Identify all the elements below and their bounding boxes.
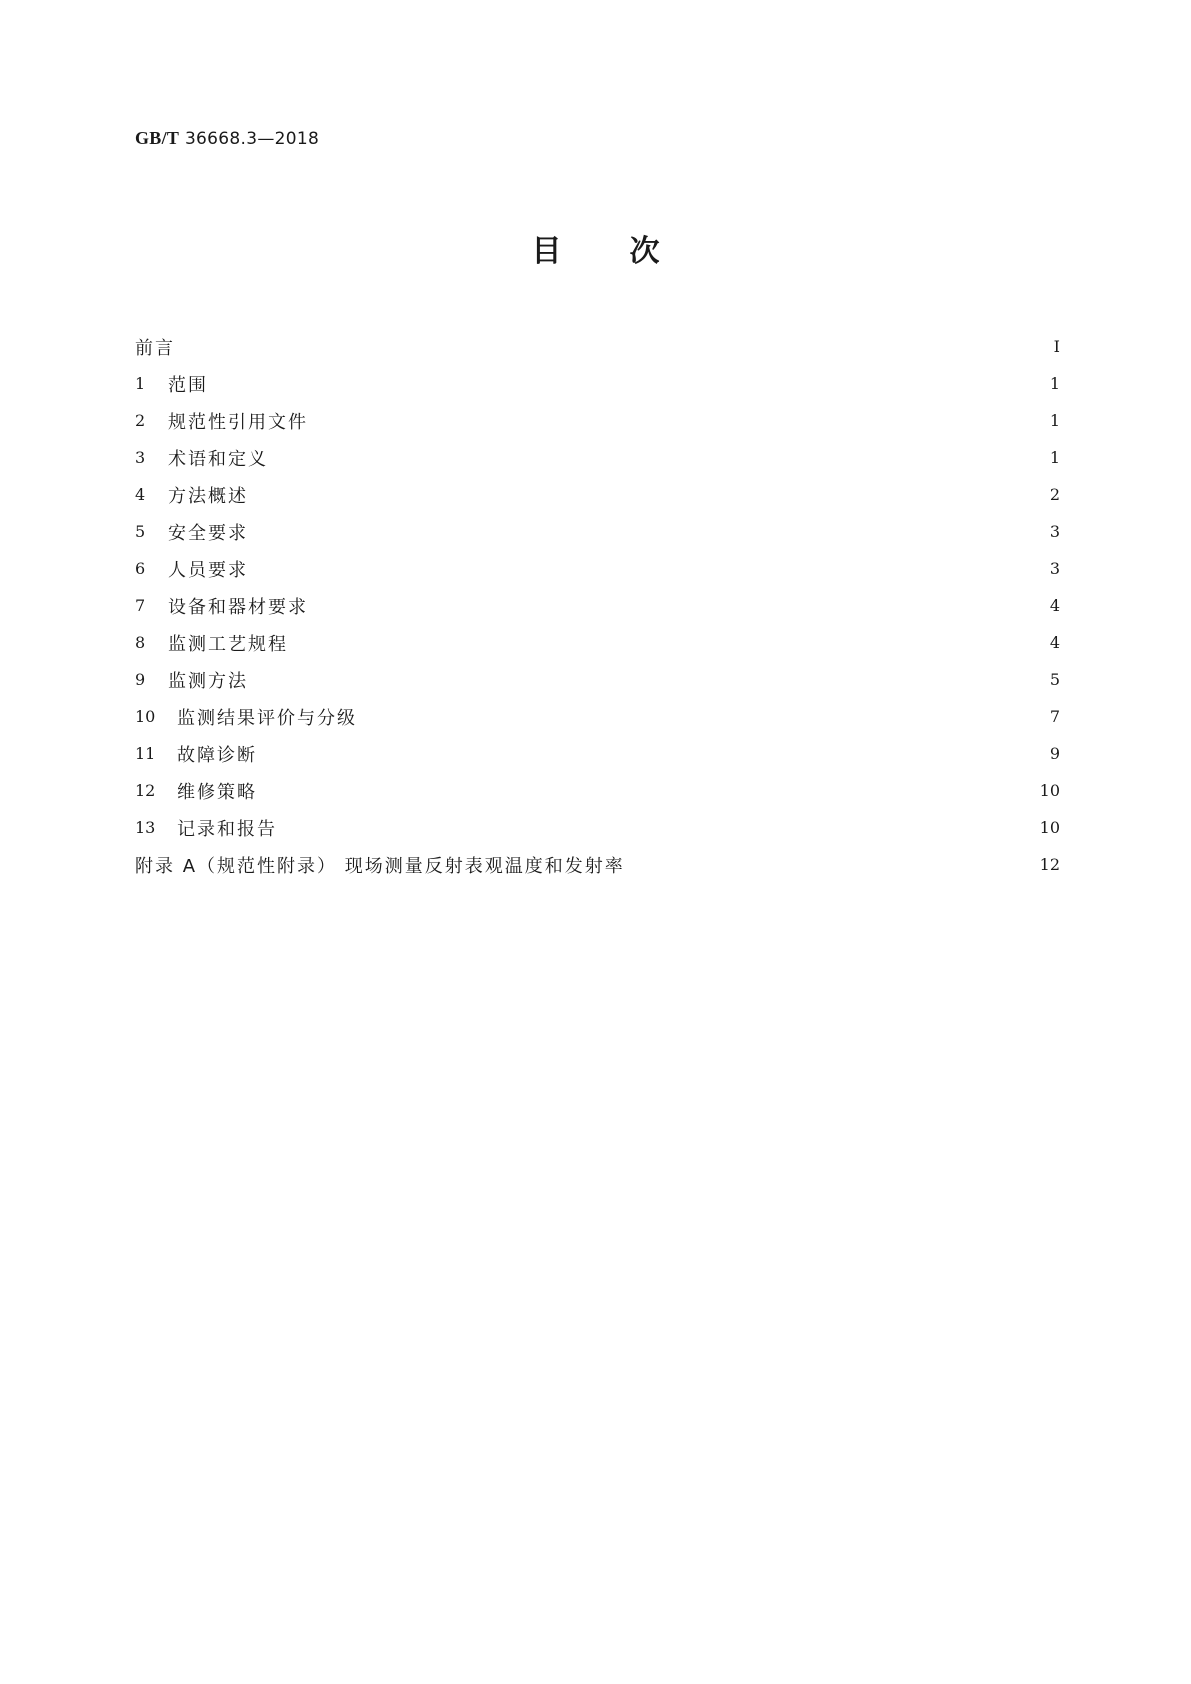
dot-leader — [318, 412, 1034, 430]
toc-entry-label: 监测方法 — [168, 670, 248, 692]
toc-entry-number: 11 — [135, 744, 156, 763]
toc-entry-3[interactable] — [135, 439, 1060, 476]
dot-leader — [359, 708, 1034, 726]
toc-entry-label: 设备和器材要求 — [168, 596, 308, 618]
toc-entry-13[interactable] — [135, 809, 1060, 846]
toc-entry-label: 附录 A（规范性附录） 现场测量反射表观温度和发射率 — [135, 855, 625, 877]
toc-entry-2[interactable] — [135, 402, 1060, 439]
toc-entry-annex-a[interactable] — [135, 846, 1060, 883]
dot-leader — [627, 856, 1030, 874]
toc-entry-page: 1 — [1049, 411, 1060, 430]
dot-leader — [287, 819, 1030, 837]
toc-entry-page: 12 — [1039, 855, 1060, 874]
toc-entry-number: 7 — [135, 596, 146, 615]
toc-entry-8[interactable] — [135, 624, 1060, 661]
toc-entry-4[interactable] — [135, 476, 1060, 513]
dot-leader — [318, 597, 1034, 615]
toc-entry-5[interactable] — [135, 513, 1060, 550]
dot-leader — [259, 745, 1034, 763]
toc-entry-1[interactable] — [135, 365, 1060, 402]
toc-entry-label: 术语和定义 — [168, 448, 268, 470]
toc-entry-page: 7 — [1049, 707, 1060, 726]
toc-entry-label: 方法概述 — [168, 485, 248, 507]
dot-leader — [258, 560, 1034, 578]
toc-entry-label: 安全要求 — [168, 522, 248, 544]
table-of-contents — [135, 328, 1060, 883]
toc-entry-number: 3 — [135, 448, 146, 467]
toc-entry-number: 9 — [135, 670, 146, 689]
dot-leader — [278, 449, 1034, 467]
toc-entry-12[interactable] — [135, 772, 1060, 809]
dot-leader — [258, 671, 1034, 689]
toc-entry-page: 5 — [1049, 670, 1060, 689]
toc-entry-page: 3 — [1049, 559, 1060, 578]
standard-number: 36668.3—2018 — [184, 129, 320, 149]
toc-entry-number: 4 — [135, 485, 146, 504]
toc-entry-number: 10 — [135, 707, 156, 726]
toc-entry-number: 13 — [135, 818, 156, 837]
toc-entry-number: 8 — [135, 633, 146, 652]
toc-entry-page: 3 — [1049, 522, 1060, 541]
toc-entry-foreword[interactable] — [135, 328, 1060, 365]
page-title: 目次 — [531, 234, 728, 269]
toc-entry-page: 1 — [1049, 374, 1060, 393]
dot-leader — [258, 523, 1034, 541]
toc-entry-label: 监测结果评价与分级 — [177, 707, 357, 729]
dot-leader — [298, 634, 1034, 652]
toc-entry-number: 1 — [135, 374, 146, 393]
toc-entry-11[interactable] — [135, 735, 1060, 772]
toc-entry-label: 维修策略 — [177, 781, 257, 803]
toc-entry-page: 2 — [1049, 485, 1060, 504]
toc-entry-6[interactable] — [135, 550, 1060, 587]
toc-entry-label: 人员要求 — [168, 559, 248, 581]
toc-entry-page: 10 — [1039, 781, 1060, 800]
toc-entry-page: Ⅰ — [1053, 337, 1060, 356]
toc-entry-label: 监测工艺规程 — [168, 633, 288, 655]
toc-entry-number: 6 — [135, 559, 146, 578]
toc-entry-10[interactable] — [135, 698, 1060, 735]
dot-leader — [218, 375, 1034, 393]
toc-entry-page: 10 — [1039, 818, 1060, 837]
toc-entry-9[interactable] — [135, 661, 1060, 698]
dot-leader — [267, 782, 1030, 800]
toc-entry-label: 范围 — [168, 374, 208, 396]
toc-entry-number: 12 — [135, 781, 156, 800]
toc-entry-label: 规范性引用文件 — [168, 411, 308, 433]
toc-entry-label: 故障诊断 — [177, 744, 257, 766]
toc-entry-page: 9 — [1049, 744, 1060, 763]
toc-entry-7[interactable] — [135, 587, 1060, 624]
toc-entry-label: 前言 — [135, 337, 175, 359]
toc-entry-number: 2 — [135, 411, 146, 430]
toc-entry-page: 4 — [1049, 633, 1060, 652]
standard-prefix: GB/T — [135, 128, 180, 148]
toc-entry-label: 记录和报告 — [177, 818, 277, 840]
standard-code — [135, 128, 319, 149]
toc-entry-page: 4 — [1049, 596, 1060, 615]
toc-entry-page: 1 — [1049, 448, 1060, 467]
dot-leader — [185, 338, 1034, 356]
dot-leader — [258, 486, 1034, 504]
toc-entry-number: 5 — [135, 522, 146, 541]
